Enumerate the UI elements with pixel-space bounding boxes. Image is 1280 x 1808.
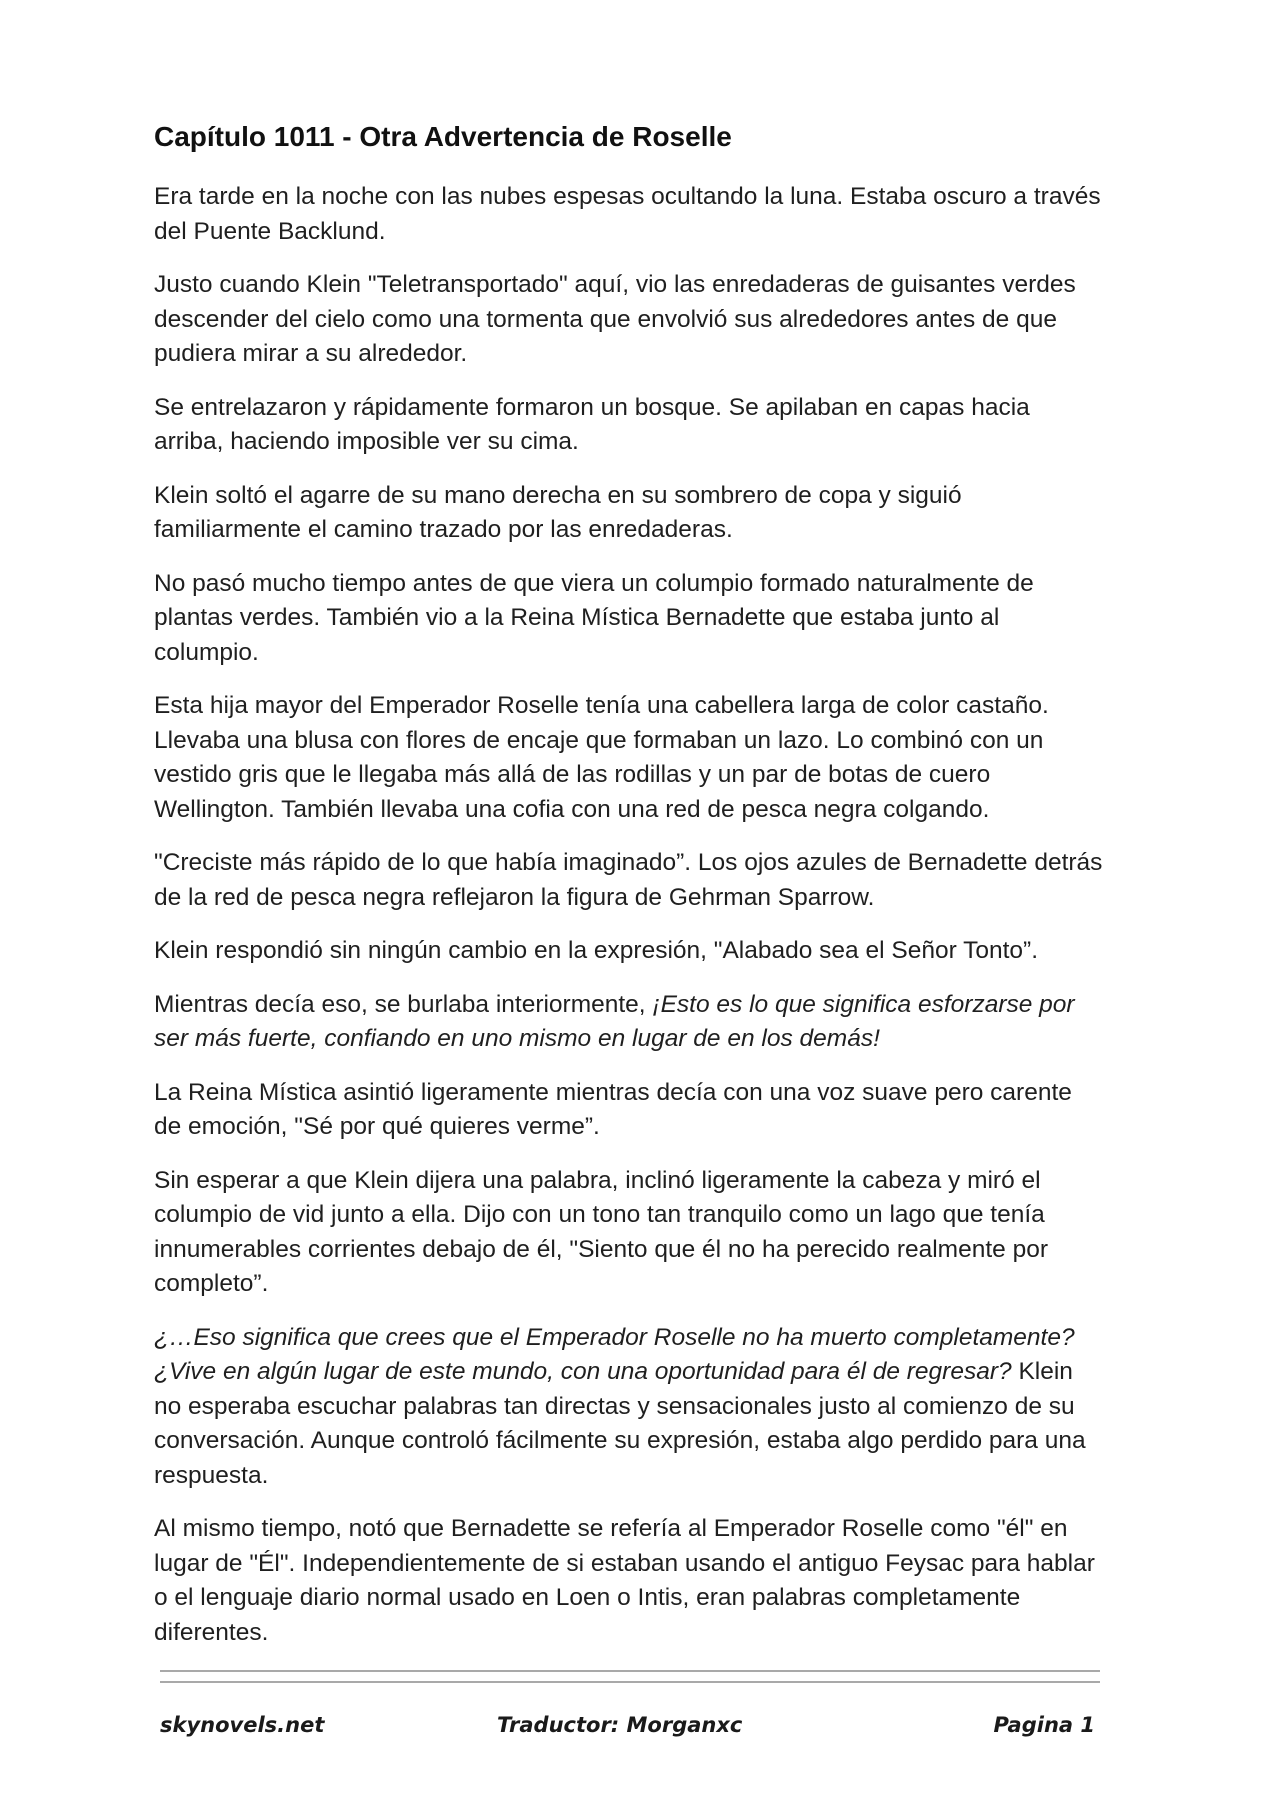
paragraph	[154, 988, 1104, 1057]
paragraph	[154, 689, 1104, 827]
paragraph-text: Era tarde en la noche con las nubes espesas ocultando la luna. Estaba oscuro a través del Puente Backlund.	[154, 183, 1101, 245]
paragraph	[154, 934, 1104, 969]
paragraph	[154, 846, 1104, 915]
paragraph-italic-text: ¡Esto es lo que significa esforzarse por ser más fuerte, confiando en uno mismo en lugar de en los demás!	[154, 990, 1075, 1052]
paragraph-text: Justo cuando Klein "Teletransportado" aquí, vio las enredaderas de guisantes verdes descender del cielo como una tormenta que envolvió sus alrededores antes de que pudiera mirar a su alrededor.	[154, 271, 1076, 367]
paragraph	[154, 268, 1104, 372]
paragraph	[154, 1512, 1104, 1650]
paragraph	[154, 180, 1104, 249]
divider-line-bottom	[160, 1681, 1100, 1683]
paragraph	[154, 1164, 1104, 1302]
paragraph	[154, 567, 1104, 671]
paragraph-italic-text: ¿…Eso significa que crees que el Emperador Roselle no ha muerto completamente? ¿Vive en algún lugar de este mundo, con una oportunidad para él de regresar?	[154, 1323, 1075, 1385]
paragraph-text: Sin esperar a que Klein dijera una palabra, inclinó ligeramente la cabeza y miró el columpio de vid junto a ella. Dijo con un tono tan tranquilo como un lago que tenía innumerables corrientes debajo de él, "Siento que él no ha perecido realmente por completo”.	[154, 1166, 1048, 1297]
paragraph-text: Mientras decía eso, se burlaba interiormente,	[154, 990, 653, 1018]
footer-page-number: Pagina 1	[993, 1713, 1095, 1737]
paragraph-text: La Reina Mística asintió ligeramente mientras decía con una voz suave pero carente de emoción, "Sé por qué quieres verme”.	[154, 1078, 1072, 1140]
paragraph-text: No pasó mucho tiempo antes de que viera un columpio formado naturalmente de plantas verdes. También vio a la Reina Mística Bernadette que estaba junto al columpio.	[154, 569, 1034, 666]
footer-translator: Traductor: Morganxc	[497, 1713, 743, 1737]
paragraph-text: Klein no esperaba escuchar palabras tan directas y sensacionales justo al comienzo de su conversación. Aunque controló fácilmente su expresión, estaba algo perdido para una respuesta.	[154, 1358, 1086, 1489]
divider-line-top	[160, 1670, 1100, 1672]
page-footer	[160, 1713, 1095, 1747]
paragraph-list	[154, 180, 1104, 1650]
paragraph-text: Al mismo tiempo, notó que Bernadette se refería al Emperador Roselle como "él" en lugar de "Él". Independientemente de si estaban usando el antiguo Feysac para hablar o el lenguaje diario normal usado en Loen o Intis, eran palabras completamente diferentes.	[154, 1515, 1095, 1646]
paragraph	[154, 479, 1104, 548]
chapter-title: Capítulo 1011 - Otra Advertencia de Roselle	[154, 121, 732, 152]
paragraph	[154, 1076, 1104, 1145]
footer-site: skynovels.net	[160, 1713, 325, 1737]
paragraph	[154, 391, 1104, 460]
paragraph-text: Se entrelazaron y rápidamente formaron un bosque. Se apilaban en capas hacia arriba, haciendo imposible ver su cima.	[154, 393, 1030, 455]
footer-divider	[160, 1670, 1100, 1692]
paragraph-text: Esta hija mayor del Emperador Roselle tenía una cabellera larga de color castaño. Llevaba una blusa con flores de encaje que formaban un lazo. Lo combinó con un vestido gris que le llegaba más allá de las rodillas y un par de botas de cuero Wellington. También llevaba una cofia con una red de pesca negra colgando.	[154, 692, 1049, 823]
paragraph-text: "Creciste más rápido de lo que había imaginado”. Los ojos azules de Bernadette detrás de la red de pesca negra reflejaron la figura de Gehrman Sparrow.	[154, 849, 1103, 911]
paragraph-text: Klein respondió sin ningún cambio en la expresión, "Alabado sea el Señor Tonto”.	[154, 937, 1039, 964]
paragraph-text: Klein soltó el agarre de su mano derecha en su sombrero de copa y siguió familiarmente el camino trazado por las enredaderas.	[154, 481, 962, 543]
paragraph	[154, 1321, 1104, 1494]
document-body	[154, 120, 1104, 1669]
